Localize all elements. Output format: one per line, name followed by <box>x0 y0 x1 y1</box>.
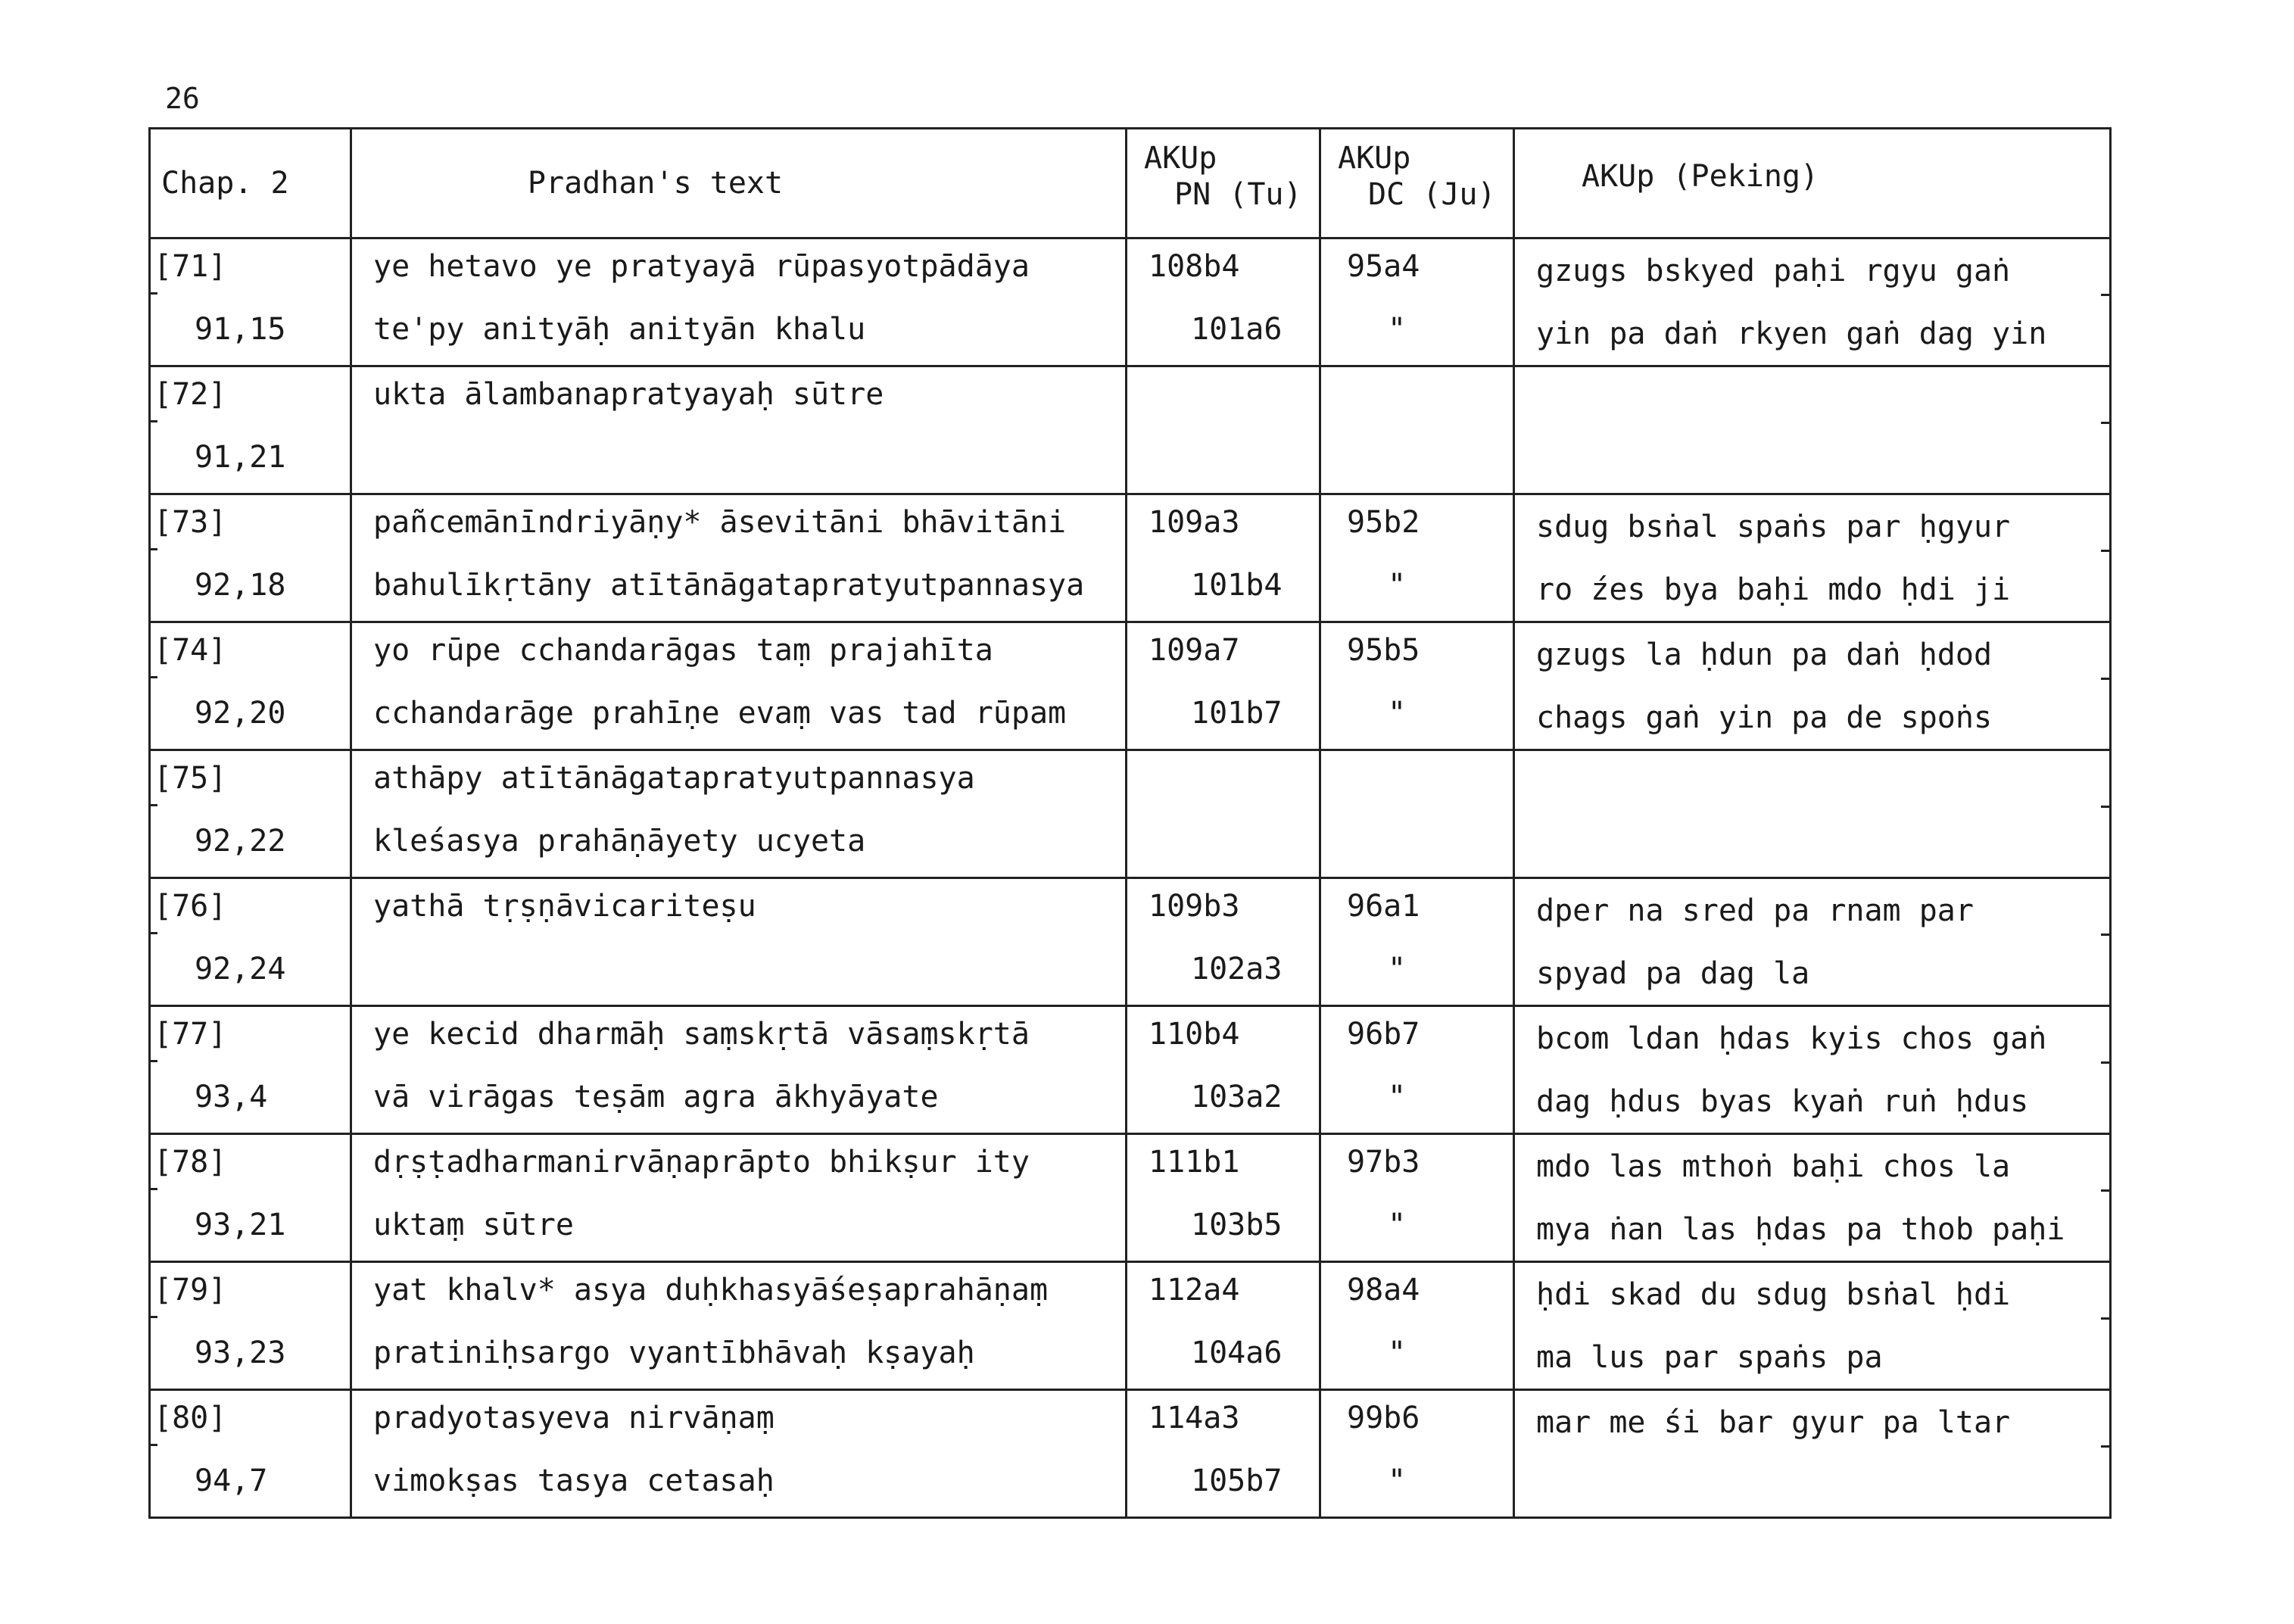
akup-peking-cell <box>1514 494 2111 622</box>
note-reference: [80] <box>154 1401 227 1435</box>
dc-folio-1: 98a4 <box>1347 1273 1420 1308</box>
note-reference: [75] <box>154 761 227 796</box>
akup-dc-cell <box>1320 1262 1514 1390</box>
note-reference: [79] <box>154 1273 227 1308</box>
header-akup-pn <box>1127 129 1320 238</box>
sanskrit-line-2: vimokṣas tasya cetasaḥ <box>373 1463 775 1498</box>
row-tick-mark <box>2101 550 2112 552</box>
header-pradhan-text: Pradhan's text <box>351 129 1127 238</box>
table-row <box>150 366 2111 494</box>
sanskrit-line-1: yo rūpe cchandarāgas taṃ prajahīta <box>373 633 993 668</box>
dc-folio-2 <box>1321 430 1513 493</box>
header-akup-pn-line1: AKUp <box>1144 141 1217 176</box>
dc-folio-1 <box>1321 751 1513 814</box>
sanskrit-line-1: pañcemānīndriyāṇy* āsevitāni bhāvitāni <box>373 505 1067 540</box>
pradhan-text-cell <box>351 238 1127 366</box>
akup-dc-cell <box>1320 238 1514 366</box>
header-chapter: Chap. 2 <box>150 129 351 238</box>
tibetan-line-1: gzugs bskyed paḥi rgyu gaṅ <box>1536 254 2011 288</box>
tibetan-line-1 <box>1515 367 2109 430</box>
page-line-reference: 92,20 <box>195 696 286 731</box>
page-line-reference: 93,4 <box>195 1080 268 1114</box>
pn-folio-1: 114a3 <box>1149 1401 1240 1435</box>
chapter-cell <box>150 1134 351 1262</box>
sanskrit-line-2: kleśasya prahāṇāyety ucyeta <box>373 824 866 859</box>
pn-folio-1 <box>1127 367 1319 430</box>
pn-folio-1: 112a4 <box>1149 1273 1240 1308</box>
header-akup-pn-line2: PN (Tu) <box>1174 177 1302 212</box>
table-row <box>150 878 2111 1006</box>
sanskrit-line-2: vā virāgas teṣām agra ākhyāyate <box>373 1080 939 1114</box>
dc-folio-2: " <box>1388 1463 1407 1498</box>
chapter-tick-mark <box>148 1316 157 1318</box>
row-tick-mark <box>2101 806 2112 808</box>
dc-folio-1: 96a1 <box>1347 889 1420 924</box>
row-tick-mark <box>2101 1317 2112 1320</box>
table-row <box>150 1006 2111 1134</box>
note-reference: [76] <box>154 889 227 924</box>
pn-folio-1: 109a7 <box>1149 633 1240 668</box>
page-line-reference: 94,7 <box>195 1463 268 1498</box>
chapter-tick-mark <box>148 676 157 678</box>
dc-folio-2: " <box>1388 1208 1407 1242</box>
tibetan-line-2: dag ḥdus byas kyaṅ ruṅ ḥdus <box>1536 1084 2029 1119</box>
sanskrit-line-2: bahulīkṛtāny atītānāgatapratyutpannasya <box>373 568 1085 603</box>
pn-folio-1 <box>1127 751 1319 814</box>
page-line-reference: 93,21 <box>195 1208 286 1242</box>
chapter-tick-mark <box>148 548 157 550</box>
dc-folio-2: " <box>1388 568 1407 603</box>
note-reference: [74] <box>154 633 227 668</box>
chapter-tick-mark <box>148 1444 157 1446</box>
dc-folio-2 <box>1321 814 1513 877</box>
dc-folio-1: 95b5 <box>1347 633 1420 668</box>
sanskrit-line-1: dṛṣṭadharmanirvāṇaprāpto bhikṣur ity <box>373 1145 1030 1180</box>
akup-pn-cell <box>1127 238 1320 366</box>
sanskrit-line-1: ukta ālambanapratyayaḥ sūtre <box>373 377 884 412</box>
sanskrit-line-1: yat khalv* asya duḥkhasyāśeṣaprahāṇaṃ <box>373 1273 1049 1308</box>
tibetan-line-1: dper na sred pa rnam par <box>1536 893 1974 928</box>
table-row <box>150 750 2111 878</box>
dc-folio-2: " <box>1388 312 1407 347</box>
dc-folio-1: 99b6 <box>1347 1401 1420 1435</box>
chapter-cell <box>150 1262 351 1390</box>
chapter-cell <box>150 1390 351 1518</box>
page-line-reference: 91,15 <box>195 312 286 347</box>
akup-dc-cell <box>1320 494 1514 622</box>
sanskrit-line-2 <box>352 430 1125 493</box>
pn-folio-2: 105b7 <box>1191 1463 1283 1498</box>
akup-pn-cell <box>1127 1134 1320 1262</box>
akup-peking-cell <box>1514 750 2111 878</box>
akup-peking-cell <box>1514 366 2111 494</box>
tibetan-line-1: sdug bsṅal spaṅs par ḥgyur <box>1536 510 2011 544</box>
akup-dc-cell <box>1320 1006 1514 1134</box>
row-tick-mark <box>2101 1445 2112 1448</box>
pn-folio-2: 103b5 <box>1191 1208 1283 1242</box>
akup-pn-cell <box>1127 1262 1320 1390</box>
akup-dc-cell <box>1320 878 1514 1006</box>
pn-folio-1: 108b4 <box>1149 249 1240 284</box>
tibetan-line-2: spyad pa dag la <box>1536 956 1810 991</box>
table-row <box>150 1134 2111 1262</box>
dc-folio-2: " <box>1388 696 1407 731</box>
page-line-reference: 92,22 <box>195 824 286 859</box>
row-tick-mark <box>2101 934 2112 936</box>
dc-folio-1: 97b3 <box>1347 1145 1420 1180</box>
header-akup-dc-line2: DC (Ju) <box>1368 177 1496 212</box>
dc-folio-2: " <box>1388 952 1407 987</box>
akup-dc-cell <box>1320 1390 1514 1518</box>
tibetan-line-2 <box>1515 814 2109 877</box>
chapter-cell <box>150 494 351 622</box>
pn-folio-1: 109a3 <box>1149 505 1240 540</box>
table-row <box>150 1262 2111 1390</box>
page-line-reference: 91,21 <box>195 440 286 475</box>
tibetan-line-2: ro źes bya baḥi mdo ḥdi ji <box>1536 572 2011 607</box>
akup-peking-cell <box>1514 622 2111 750</box>
akup-pn-cell <box>1127 750 1320 878</box>
chapter-tick-mark <box>148 292 157 295</box>
akup-pn-cell <box>1127 366 1320 494</box>
pradhan-text-cell <box>351 622 1127 750</box>
chapter-cell <box>150 238 351 366</box>
pn-folio-2: 103a2 <box>1191 1080 1283 1114</box>
pradhan-text-cell <box>351 878 1127 1006</box>
chapter-cell <box>150 1006 351 1134</box>
pn-folio-2: 104a6 <box>1191 1336 1283 1370</box>
pradhan-text-cell <box>351 750 1127 878</box>
akup-peking-cell <box>1514 1134 2111 1262</box>
tibetan-line-1: bcom ldan ḥdas kyis chos gaṅ <box>1536 1021 2047 1056</box>
page-line-reference: 93,23 <box>195 1336 286 1370</box>
chapter-tick-mark <box>148 804 157 806</box>
chapter-tick-mark <box>148 932 157 934</box>
pn-folio-2 <box>1127 430 1319 493</box>
sanskrit-line-2: te'py anityāḥ anityān khalu <box>373 312 866 347</box>
pradhan-text-cell <box>351 1134 1127 1262</box>
row-tick-mark <box>2101 294 2112 296</box>
sanskrit-line-2: uktaṃ sūtre <box>373 1208 574 1242</box>
dc-folio-1: 95a4 <box>1347 249 1420 284</box>
pradhan-text-cell <box>351 366 1127 494</box>
akup-dc-cell <box>1320 750 1514 878</box>
header-akup-dc-line1: AKUp <box>1338 141 1411 176</box>
tibetan-line-2 <box>1515 1454 2109 1516</box>
chapter-cell <box>150 366 351 494</box>
sanskrit-line-1: athāpy atītānāgatapratyutpannasya <box>373 761 975 796</box>
tibetan-line-1: mdo las mthoṅ baḥi chos la <box>1536 1149 2011 1184</box>
pn-folio-2 <box>1127 814 1319 877</box>
pradhan-text-cell <box>351 494 1127 622</box>
akup-peking-cell <box>1514 1390 2111 1518</box>
akup-pn-cell <box>1127 1006 1320 1134</box>
page-number: 26 <box>165 82 200 115</box>
pn-folio-1: 110b4 <box>1149 1017 1240 1052</box>
dc-folio-2: " <box>1388 1336 1407 1370</box>
akup-pn-cell <box>1127 622 1320 750</box>
sanskrit-line-1: ye hetavo ye pratyayā rūpasyotpādāya <box>373 249 1030 284</box>
row-tick-mark <box>2101 1061 2112 1064</box>
tibetan-line-1: gzugs la ḥdun pa daṅ ḥdod <box>1536 637 1993 672</box>
tibetan-line-1: mar me śi bar gyur pa ltar <box>1536 1405 2011 1440</box>
row-tick-mark <box>2101 1189 2112 1192</box>
akup-peking-cell <box>1514 238 2111 366</box>
table-row <box>150 494 2111 622</box>
pn-folio-2: 102a3 <box>1191 952 1283 987</box>
dc-folio-2: " <box>1388 1080 1407 1114</box>
chapter-cell <box>150 622 351 750</box>
akup-pn-cell <box>1127 878 1320 1006</box>
pradhan-text-cell <box>351 1390 1127 1518</box>
sanskrit-line-1: ye kecid dharmāḥ saṃskṛtā vāsaṃskṛtā <box>373 1017 1030 1052</box>
table-row <box>150 622 2111 750</box>
row-tick-mark <box>2101 678 2112 680</box>
akup-dc-cell <box>1320 1134 1514 1262</box>
chapter-cell <box>150 878 351 1006</box>
sanskrit-line-1: pradyotasyeva nirvāṇaṃ <box>373 1401 775 1435</box>
akup-dc-cell <box>1320 366 1514 494</box>
pn-folio-2: 101a6 <box>1191 312 1283 347</box>
dc-folio-1: 95b2 <box>1347 505 1420 540</box>
chapter-tick-mark <box>148 1188 157 1190</box>
note-reference: [71] <box>154 249 227 284</box>
header-akup-dc <box>1320 129 1514 238</box>
akup-peking-cell <box>1514 878 2111 1006</box>
pradhan-text-cell <box>351 1006 1127 1134</box>
dc-folio-1 <box>1321 367 1513 430</box>
row-tick-mark <box>2101 422 2112 424</box>
pn-folio-1: 111b1 <box>1149 1145 1240 1180</box>
tibetan-line-2: ma lus par spaṅs pa <box>1536 1340 1883 1375</box>
concordance-table <box>148 127 2112 1519</box>
tibetan-line-2: chags gaṅ yin pa de spoṅs <box>1536 700 1993 735</box>
note-reference: [78] <box>154 1145 227 1180</box>
table-row <box>150 238 2111 366</box>
header-row <box>150 129 2111 238</box>
pn-folio-1: 109b3 <box>1149 889 1240 924</box>
tibetan-line-2 <box>1515 430 2109 493</box>
pn-folio-2: 101b4 <box>1191 568 1283 603</box>
chapter-tick-mark <box>148 420 157 422</box>
sanskrit-line-2: pratiniḥsargo vyantībhāvaḥ kṣayaḥ <box>373 1336 975 1370</box>
page-line-reference: 92,24 <box>195 952 286 987</box>
tibetan-line-2: mya ṅan las ḥdas pa thob paḥi <box>1536 1212 2065 1247</box>
header-akup-peking: AKUp (Peking) <box>1514 129 2111 238</box>
tibetan-line-1 <box>1515 751 2109 814</box>
note-reference: [77] <box>154 1017 227 1052</box>
pn-folio-2: 101b7 <box>1191 696 1283 731</box>
sanskrit-line-1: yathā tṛṣṇāvicariteṣu <box>373 889 756 924</box>
dc-folio-1: 96b7 <box>1347 1017 1420 1052</box>
akup-dc-cell <box>1320 622 1514 750</box>
tibetan-line-1: ḥdi skad du sdug bsṅal ḥdi <box>1536 1277 2011 1312</box>
akup-pn-cell <box>1127 1390 1320 1518</box>
pradhan-text-cell <box>351 1262 1127 1390</box>
tibetan-line-2: yin pa daṅ rkyen gaṅ dag yin <box>1536 316 2047 351</box>
note-reference: [73] <box>154 505 227 540</box>
sanskrit-line-2 <box>352 942 1125 1005</box>
chapter-cell <box>150 750 351 878</box>
chapter-tick-mark <box>148 1060 157 1062</box>
sanskrit-line-2: cchandarāge prahīṇe evaṃ vas tad rūpam <box>373 696 1067 731</box>
page-line-reference: 92,18 <box>195 568 286 603</box>
akup-peking-cell <box>1514 1006 2111 1134</box>
akup-pn-cell <box>1127 494 1320 622</box>
note-reference: [72] <box>154 377 227 412</box>
table-row <box>150 1390 2111 1518</box>
akup-peking-cell <box>1514 1262 2111 1390</box>
